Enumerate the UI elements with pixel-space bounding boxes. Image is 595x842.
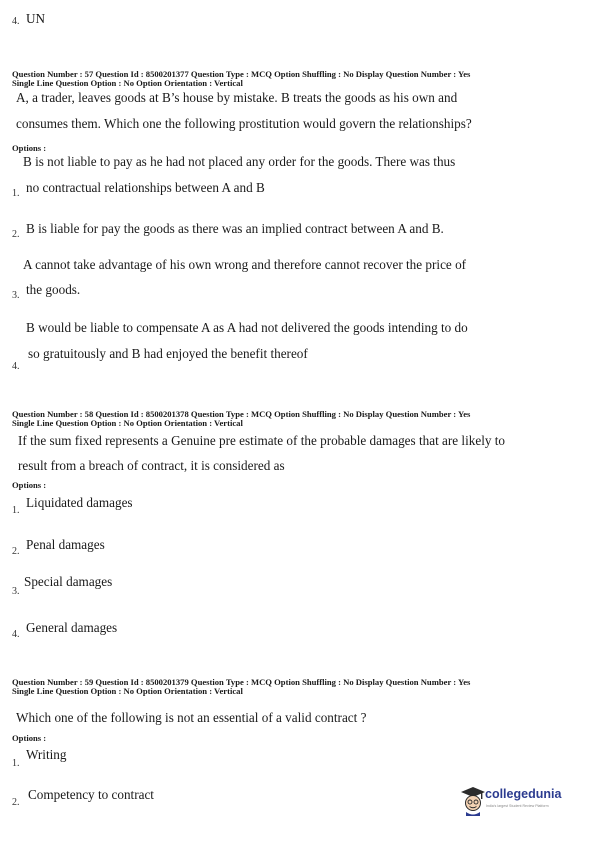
option-2-number: 2.	[12, 797, 20, 808]
option-4-text: General damages	[26, 620, 118, 635]
option-3-number: 3.	[12, 586, 20, 597]
question-header: Question Number : 58 Question Id : 8500201378 Question Type : MCQ Option Shuffling : No Display Question Number : Yes	[12, 409, 471, 419]
option-3-number: 3.	[12, 290, 20, 301]
options-label: Options :	[12, 480, 47, 490]
option-4-number: 4.	[12, 629, 20, 640]
option-3-text: the goods.	[26, 282, 81, 297]
option-2-number: 2.	[12, 546, 20, 557]
option-4-number: 4.	[12, 361, 20, 372]
options-label: Options :	[12, 143, 47, 153]
option-2-number: 2.	[12, 229, 20, 240]
collegedunia-logo	[459, 784, 569, 818]
question-text: A, a trader, leaves goods at B’s house by mistake. B treats the goods as his own and	[16, 90, 458, 105]
graduate-icon	[459, 784, 487, 816]
option-2-text: Competency to contract	[28, 787, 154, 802]
option-text: UN	[26, 11, 46, 26]
question-text: If the sum fixed represents a Genuine pre estimate of the probable damages that are likely to	[18, 433, 506, 448]
question-header-options: Single Line Question Option : No Option Orientation : Vertical	[12, 686, 243, 696]
options-label: Options :	[12, 733, 47, 743]
option-3-text: Special damages	[24, 574, 113, 589]
option-4-text: so gratuitously and B had enjoyed the benefit thereof	[28, 346, 308, 361]
option-2-text: B is liable for pay the goods as there was an implied contract between A and B.	[26, 221, 444, 236]
question-header: Question Number : 57 Question Id : 8500201377 Question Type : MCQ Option Shuffling : No Display Question Number : Yes	[12, 69, 471, 79]
option-3-text: A cannot take advantage of his own wrong and therefore cannot recover the price of	[23, 257, 467, 272]
question-text: result from a breach of contract, it is considered as	[18, 458, 285, 473]
question-header-options: Single Line Question Option : No Option Orientation : Vertical	[12, 78, 243, 88]
option-1-text: B is not liable to pay as he had not placed any order for the goods. There was thus	[23, 154, 456, 169]
logo-brand: collegedunia	[485, 787, 562, 801]
question-header-options: Single Line Question Option : No Option Orientation : Vertical	[12, 418, 243, 428]
logo-tagline: India's largest Student Review Platform	[486, 804, 549, 808]
option-1-text: no contractual relationships between A and B	[26, 180, 265, 195]
option-1-number: 1.	[12, 188, 20, 199]
option-2-text: Penal damages	[26, 537, 105, 552]
option-1-text: Liquidated damages	[26, 495, 133, 510]
option-4-text: B would be liable to compensate A as A had not delivered the goods intending to do	[26, 320, 468, 335]
question-header: Question Number : 59 Question Id : 8500201379 Question Type : MCQ Option Shuffling : No Display Question Number : Yes	[12, 677, 471, 687]
option-number: 4.	[12, 16, 20, 27]
option-1-text: Writing	[26, 747, 67, 762]
option-1-number: 1.	[12, 758, 20, 769]
question-text: Which one of the following is not an essential of a valid contract ?	[16, 710, 367, 725]
question-text: consumes them. Which one the following prostitution would govern the relationships?	[16, 116, 472, 131]
option-1-number: 1.	[12, 505, 20, 516]
